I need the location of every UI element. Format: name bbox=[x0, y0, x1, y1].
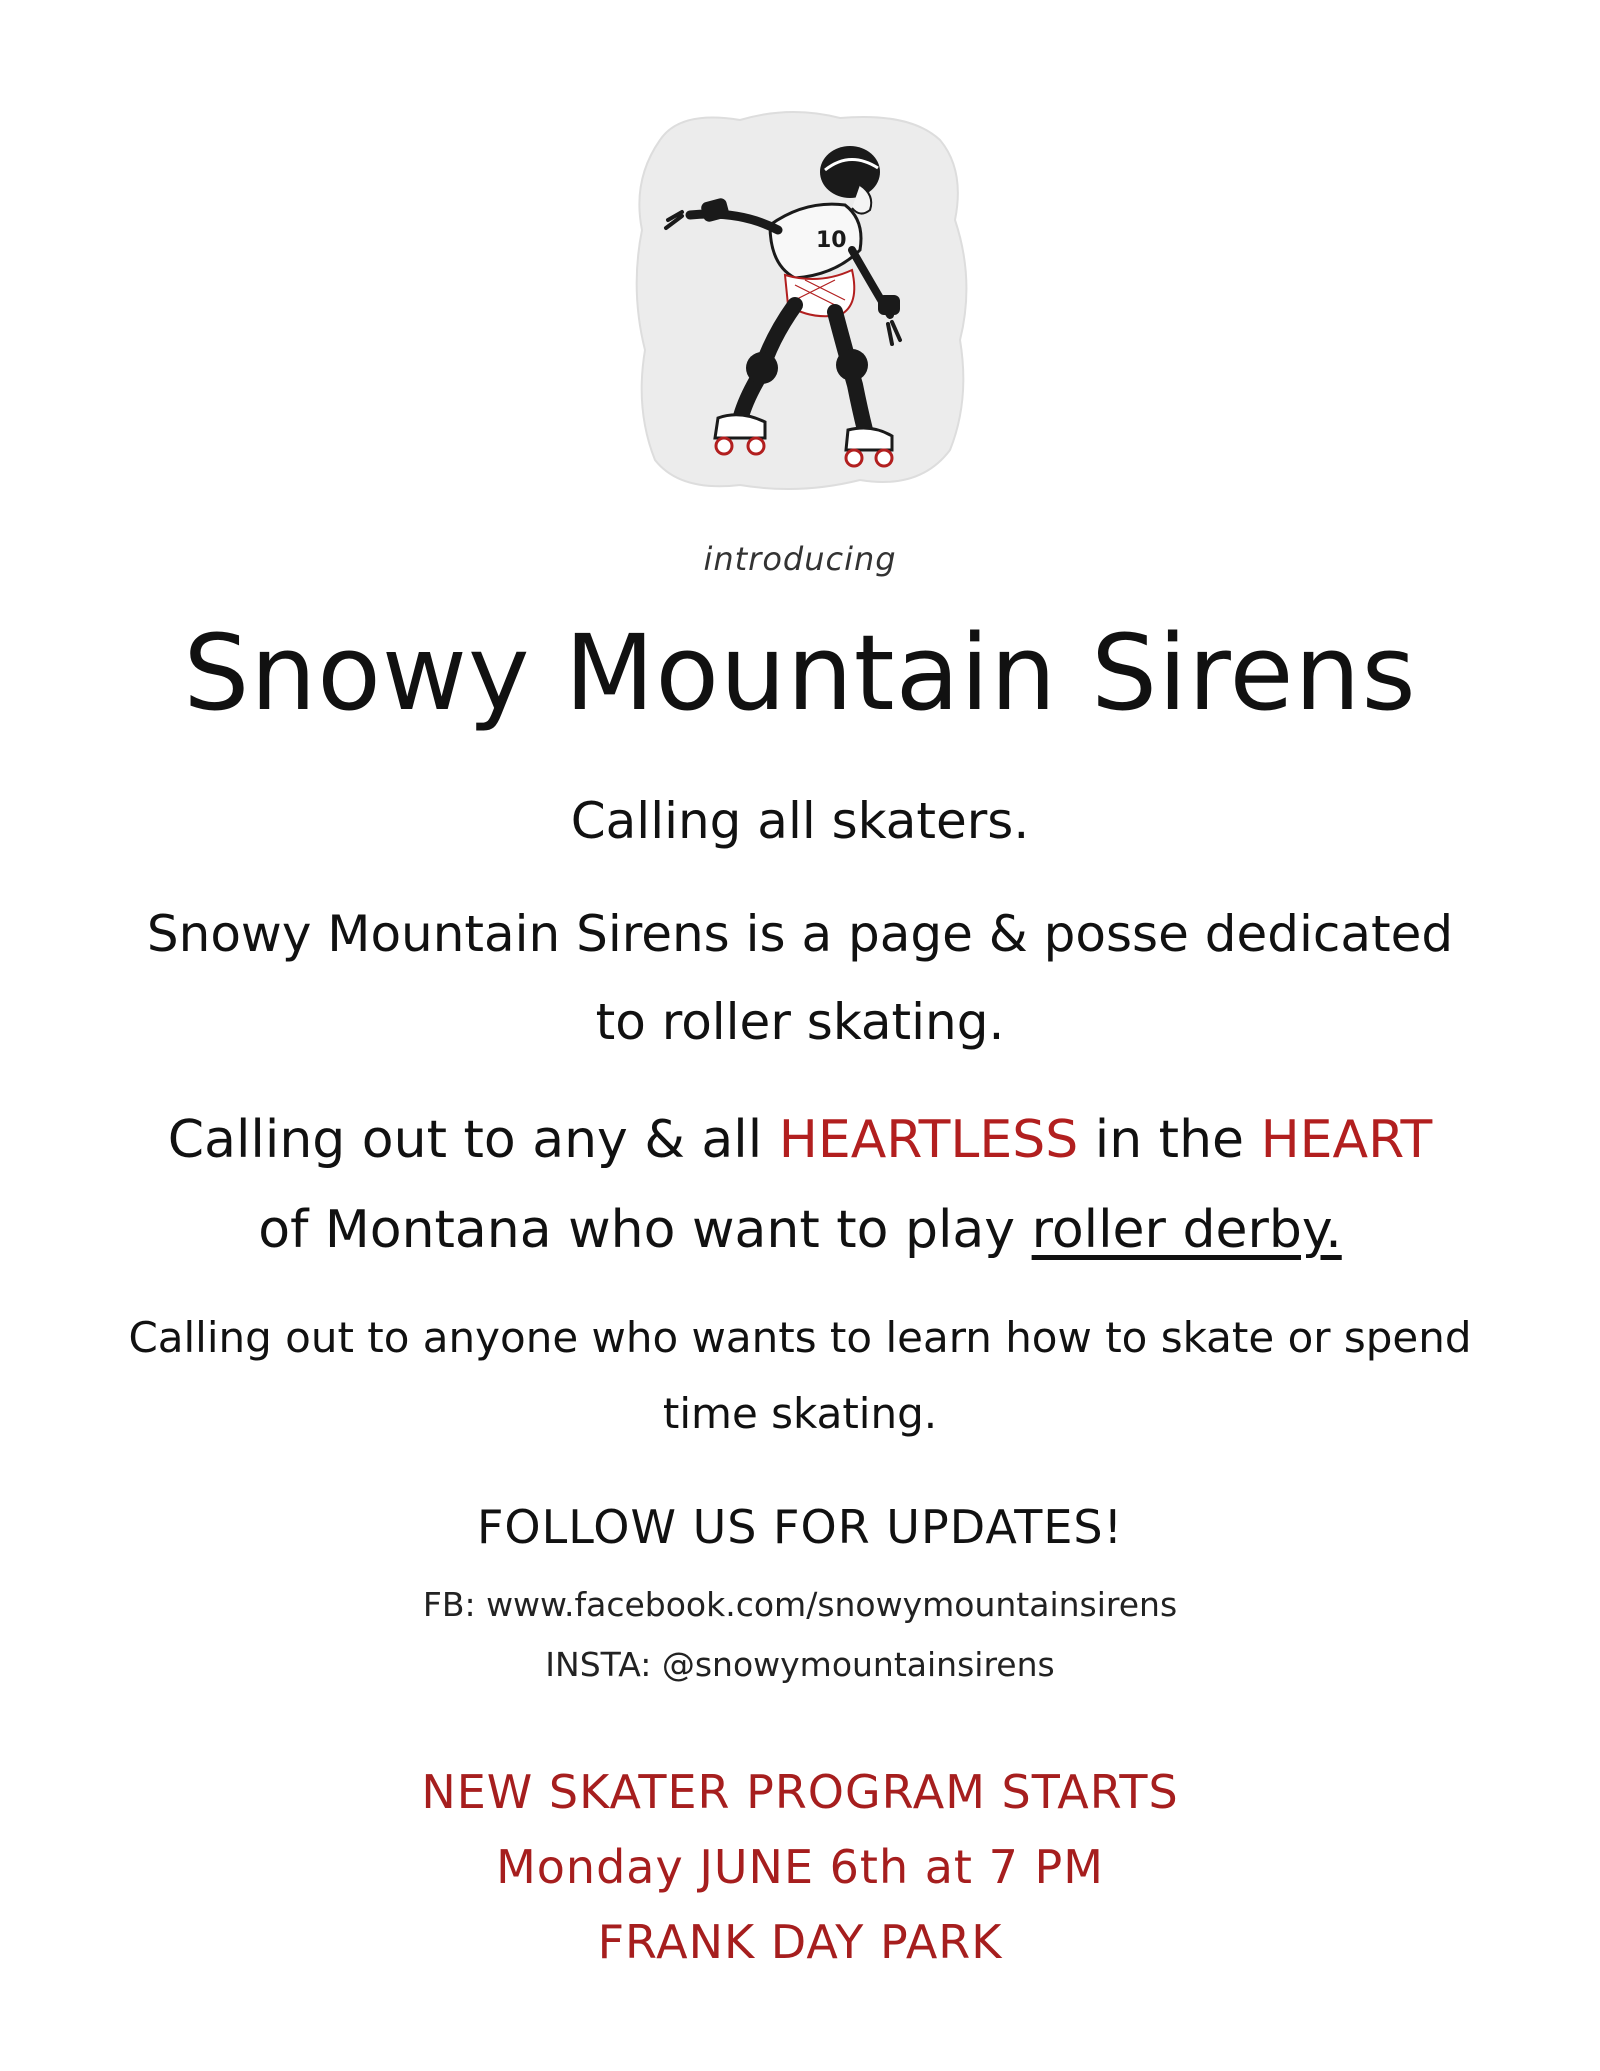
page-title: Snowy Mountain Sirens bbox=[183, 612, 1417, 734]
heartless-text-part2: in the bbox=[1078, 1110, 1261, 1170]
instagram-handle[interactable]: INSTA: @snowymountainsirens bbox=[545, 1645, 1055, 1684]
roller-derby-text: roller derby. bbox=[1031, 1200, 1342, 1260]
description-paragraph bbox=[0, 890, 1600, 1066]
calling-skaters-text: Calling all skaters. bbox=[570, 792, 1030, 850]
anyone-line-2: time skating. bbox=[662, 1389, 938, 1438]
montana-text: of Montana who want to play bbox=[258, 1200, 1032, 1260]
heartless-word: HEARTLESS bbox=[778, 1110, 1079, 1170]
facebook-link[interactable]: FB: www.facebook.com/snowymountainsirens bbox=[422, 1585, 1178, 1624]
heartless-paragraph bbox=[0, 1095, 1600, 1275]
jersey-number: 10 bbox=[816, 228, 847, 253]
program-location: FRANK DAY PARK bbox=[597, 1915, 1003, 1969]
program-line-1: NEW SKATER PROGRAM STARTS bbox=[421, 1765, 1179, 1819]
heartless-line-1 bbox=[0, 1095, 1600, 1185]
anyone-paragraph bbox=[0, 1300, 1600, 1452]
intro-text: introducing bbox=[703, 540, 897, 578]
description-line-1: Snowy Mountain Sirens is a page & posse dedicated bbox=[146, 905, 1454, 963]
heart-word: HEART bbox=[1260, 1110, 1433, 1170]
roller-skater-illustration bbox=[620, 100, 980, 500]
heartless-line-2 bbox=[0, 1185, 1600, 1275]
anyone-line-1: Calling out to anyone who wants to learn how to skate or spend bbox=[128, 1313, 1472, 1362]
description-line-2: to roller skating. bbox=[595, 993, 1005, 1051]
follow-heading: FOLLOW US FOR UPDATES! bbox=[476, 1500, 1124, 1554]
program-date: Monday JUNE 6th at 7 PM bbox=[496, 1840, 1104, 1894]
heartless-text-part1: Calling out to any & all bbox=[167, 1110, 779, 1170]
